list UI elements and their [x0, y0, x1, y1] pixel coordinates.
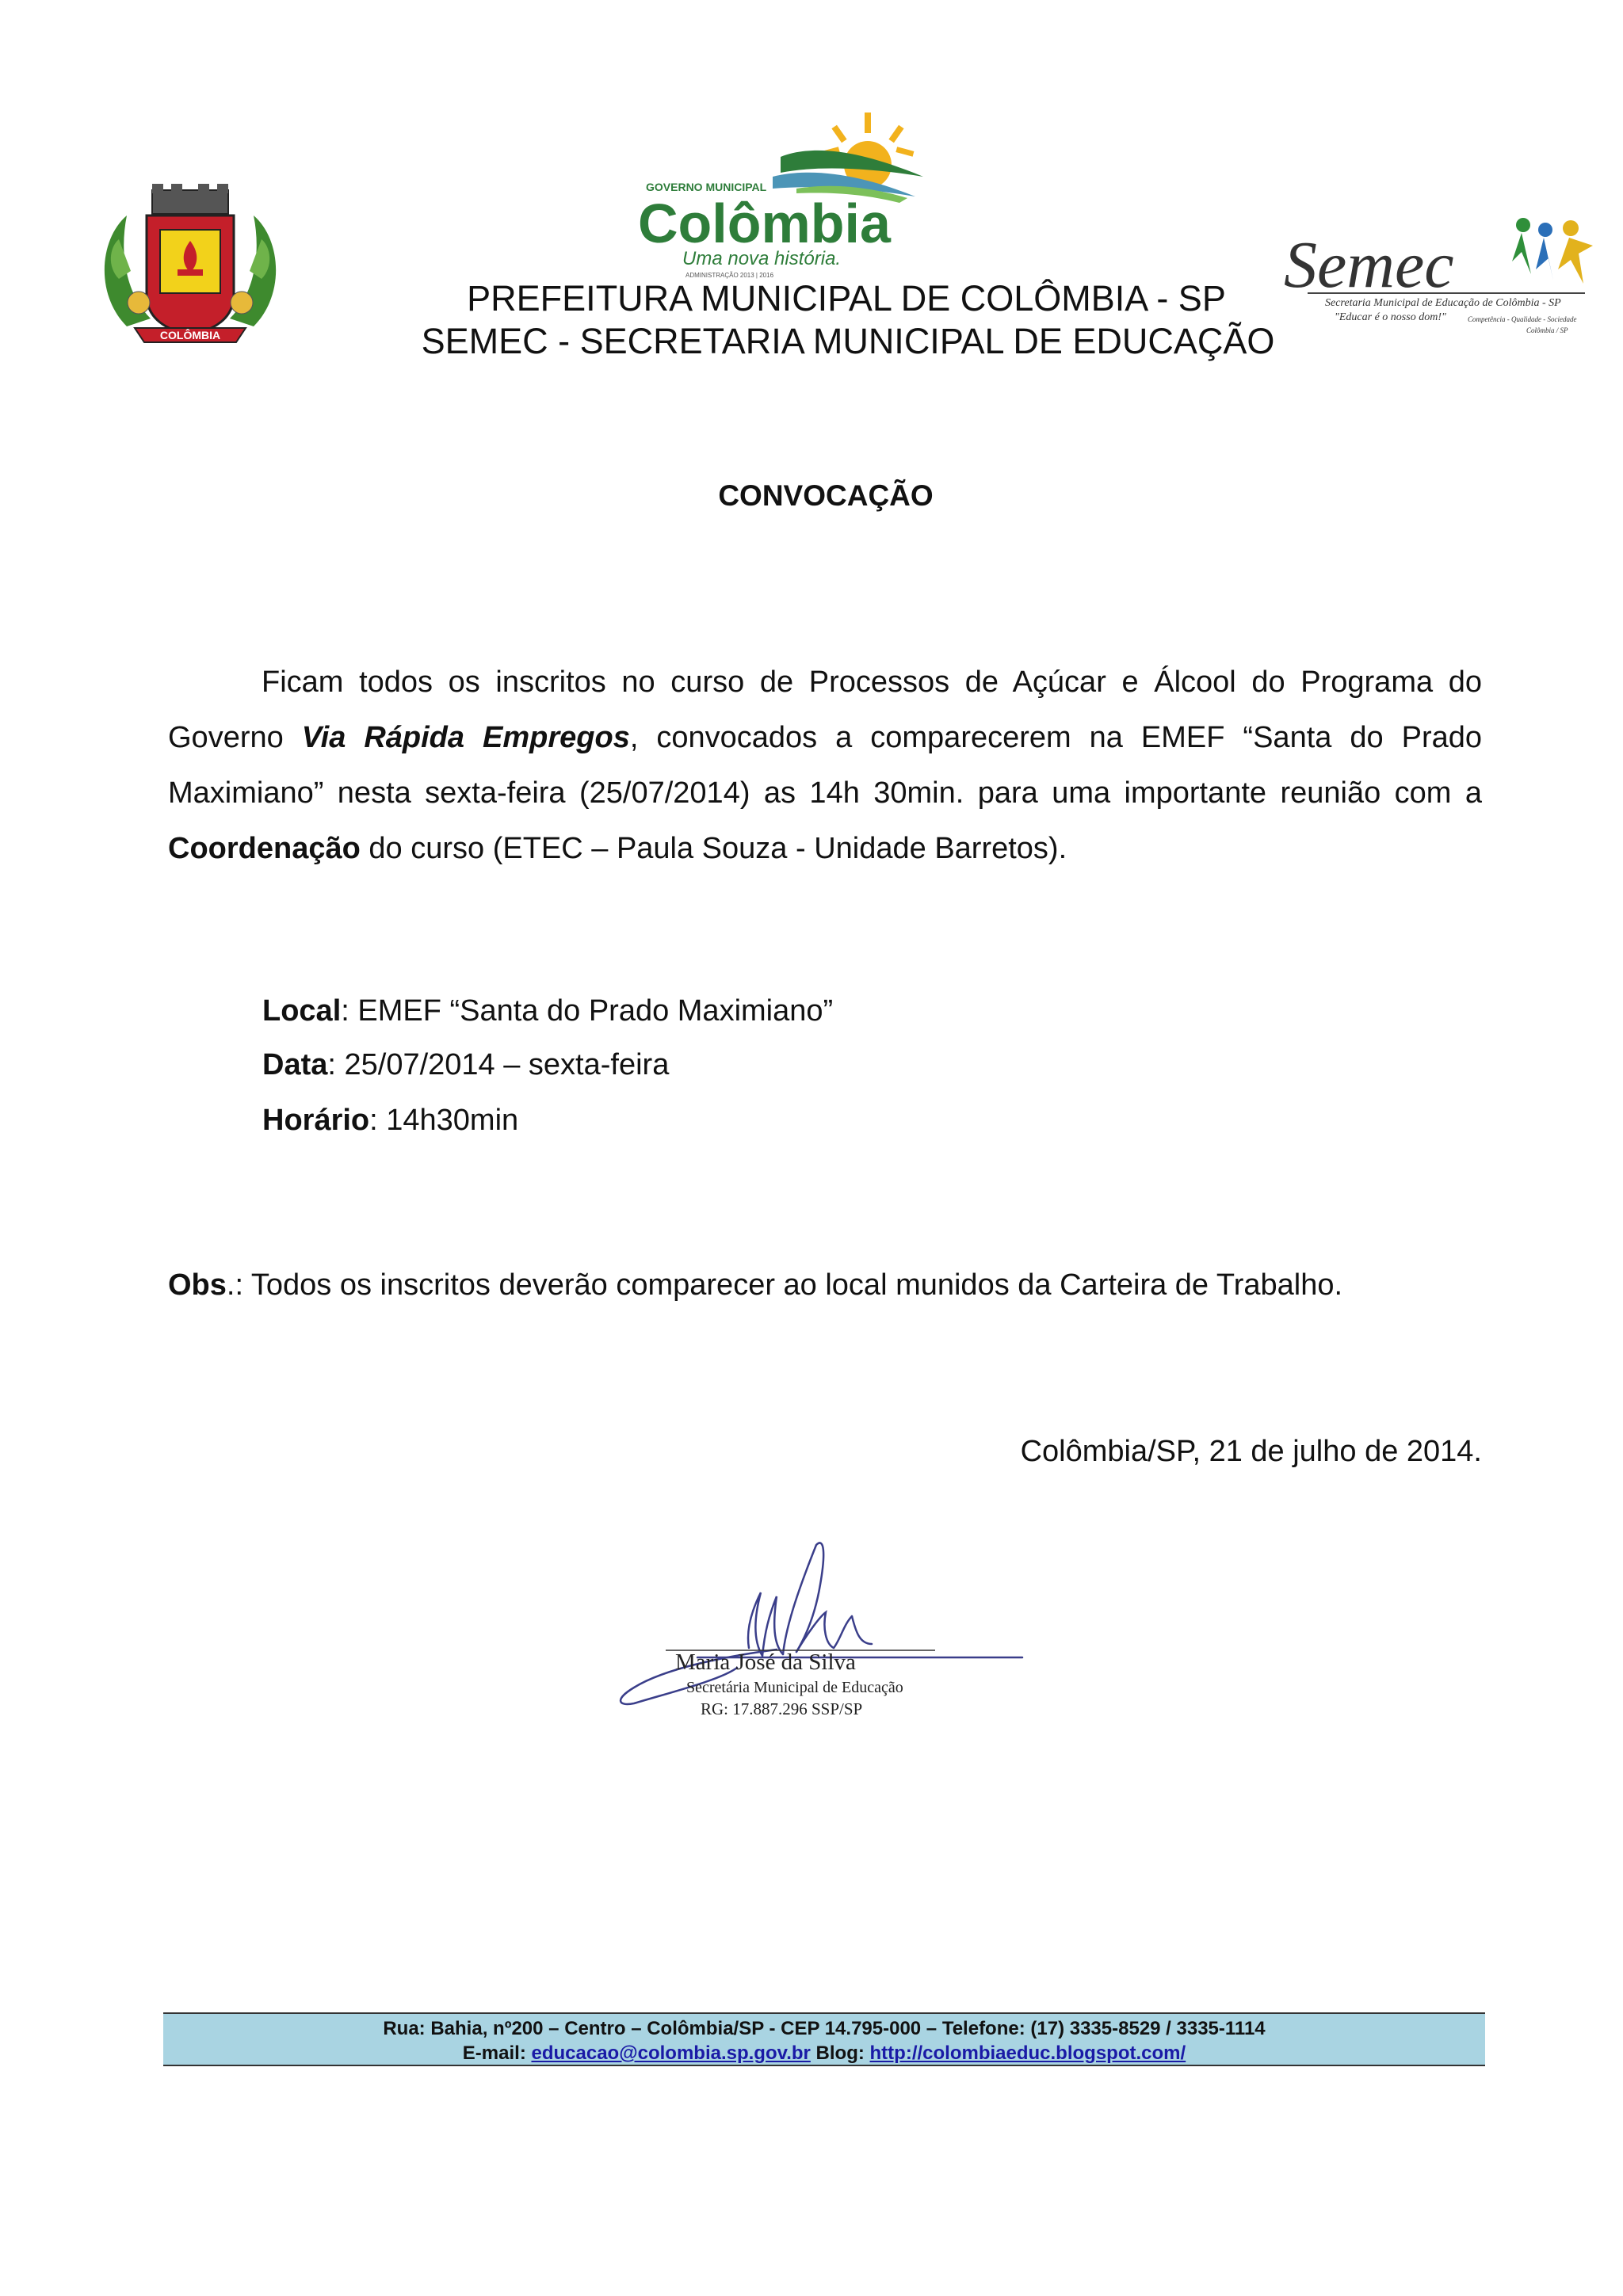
signatory-name: Maria José da Silva: [675, 1650, 856, 1675]
footer-email-link[interactable]: educacao@colombia.sp.gov.br: [531, 2042, 811, 2064]
paragraph-part-3: do curso (ETEC – Paula Souza - Unidade Barretos).: [360, 832, 1067, 865]
paragraph-part-1: Ficam todos os inscritos no curso de Processos de Açúcar e Álcool do Programa do Governo: [168, 666, 1482, 754]
semec-logo-subtitle: Secretaria Municipal de Educação de Colômbia - SP: [1325, 297, 1561, 309]
semec-logo-place: Colômbia / SP: [1526, 326, 1568, 334]
local-value: : EMEF “Santa do Prado Maximiano”: [341, 994, 834, 1028]
paragraph-part-2: , convocados a comparecerem na EMEF “Santa do Prado Maximiano” nesta sexta-feira (25/07/2014) as 14h 30min. para uma importante reunião com a: [168, 721, 1483, 810]
time-value: : 14h30min: [369, 1104, 519, 1137]
program-name: Via Rápida Empregos: [301, 721, 630, 754]
header-line-semec: SEMEC - SECRETARIA MUNICIPAL DE EDUCAÇÃO: [421, 321, 1275, 361]
semec-logo-motto: "Educar é o nosso dom!": [1335, 311, 1446, 323]
coordination-word: Coordenação: [168, 832, 361, 865]
gov-logo-small: ADMINISTRAÇÃO 2013 | 2016: [685, 272, 774, 279]
semec-logo-name: Semec: [1284, 228, 1454, 302]
gov-municipal-logo: [638, 109, 923, 280]
dateline: Colômbia/SP, 21 de julho de 2014.: [1020, 1435, 1482, 1468]
signatory-rg: RG: 17.887.296 SSP/SP: [701, 1699, 863, 1718]
gov-logo-name: Colômbia: [638, 193, 891, 254]
observation: [168, 1268, 1342, 1302]
signatory-role: Secretária Municipal de Educação: [686, 1679, 903, 1696]
document-title: CONVOCAÇÃO: [718, 479, 934, 512]
footer-blog-label: Blog:: [810, 2042, 870, 2064]
gov-logo-slogan: Uma nova história.: [682, 248, 842, 269]
main-paragraph: [168, 654, 1482, 876]
footer-email-label: E-mail:: [462, 2042, 532, 2064]
date-value: : 25/07/2014 – sexta-feira: [327, 1048, 670, 1081]
footer-address: Rua: Bahia, nº200 – Centro – Colômbia/SP - CEP 14.795-000 – Telefone: (17) 3335-8529 / 3335-1114: [383, 2018, 1266, 2039]
obs-label: Obs: [168, 1268, 227, 1302]
footer-blog-link[interactable]: http://colombiaeduc.blogspot.com/: [869, 2042, 1186, 2064]
obs-text: .: Todos os inscritos deverão comparecer ao local munidos da Carteira de Trabalho.: [226, 1268, 1343, 1302]
crest-ribbon-text: COLÔMBIA: [159, 329, 221, 341]
date-label: Data: [262, 1048, 328, 1081]
local-label: Local: [262, 994, 342, 1028]
semec-logo-tagline: Competência - Qualidade - Sociedade: [1468, 315, 1577, 323]
footer-contact-bar: [163, 2012, 1485, 2066]
gov-logo-top-text: GOVERNO MUNICIPAL: [646, 181, 767, 193]
detail-local: [262, 994, 833, 1028]
header-line-prefeitura: PREFEITURA MUNICIPAL DE COLÔMBIA - SP: [467, 278, 1226, 318]
footer-links-line: [163, 2041, 1485, 2065]
detail-time: [262, 1103, 518, 1138]
detail-date: [262, 1047, 669, 1082]
time-label: Horário: [262, 1104, 370, 1137]
